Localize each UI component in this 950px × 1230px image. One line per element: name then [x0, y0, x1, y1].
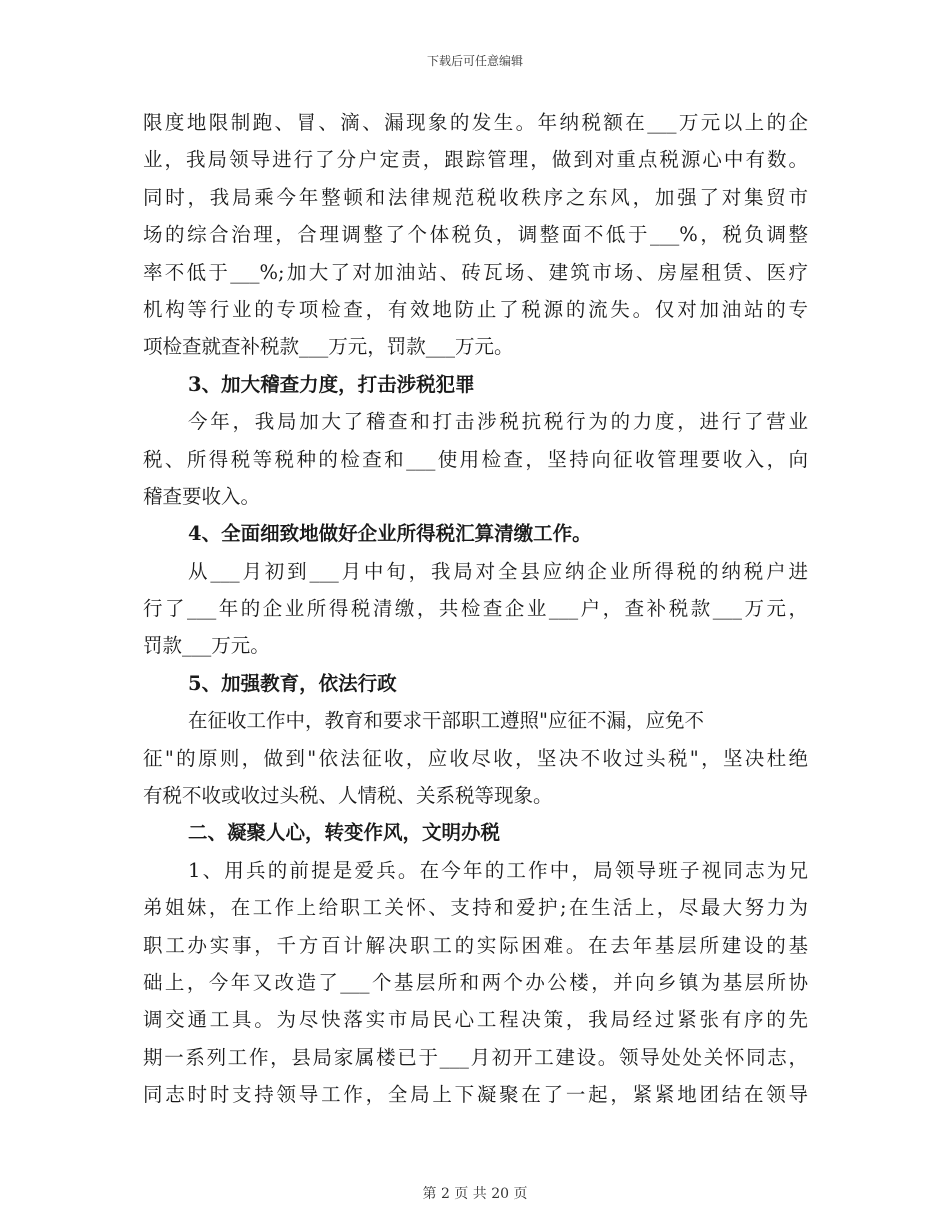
body-line: 职工办实事，千方百计解决职工的实际困难。在去年基层所建设的基 [143, 933, 808, 957]
body-line: 征"的原则，做到"依法征收，应收尽收，坚决不收过头税"，坚决杜绝 [143, 746, 808, 770]
section-heading: 二、凝聚人心，转变作风，文明办税 [188, 821, 501, 845]
body-line: 机构等行业的专项检查，有效地防止了税源的流失。仅对加油站的专 [143, 297, 808, 321]
body-line: 有税不收或收过头税、人情税、关系税等现象。 [143, 784, 553, 808]
body-line: 稽查要收入。 [143, 484, 261, 508]
body-line: 在征收工作中，教育和要求干部职工遵照"应征不漏，应免不 [188, 709, 704, 733]
body-line: 调交通工具。为尽快落实市局民心工程决策，我局经过紧张有序的先 [143, 1008, 808, 1032]
section-heading: 3、加大稽查力度，打击涉税犯罪 [188, 372, 475, 396]
body-line: 础上，今年又改造了___个基层所和两个办公楼，并向乡镇为基层所协 [143, 970, 808, 994]
body-line: 率不低于___%;加大了对加油站、砖瓦场、建筑市场、房屋租赁、医疗 [143, 260, 808, 284]
document-body [143, 104, 808, 1114]
body-line: 税、所得税等税种的检查和___使用检查，坚持向征收管理要收入，向 [143, 447, 808, 471]
body-line: 限度地限制跑、冒、滴、漏现象的发生。年纳税额在___万元以上的企 [143, 111, 808, 134]
body-line: 业，我局领导进行了分户定责，跟踪管理，做到对重点税源心中有数。 [143, 148, 808, 172]
section-heading: 5、加强教育，依法行政 [188, 671, 397, 695]
body-line: 行了___年的企业所得税清缴，共检查企业___户，查补税款___万元， [143, 597, 808, 621]
body-line: 同志时时支持领导工作，全局上下凝聚在了一起，紧紧地团结在领导 [143, 1083, 808, 1107]
body-line: 弟姐妹，在工作上给职工关怀、支持和爱护;在生活上，尽最大努力为 [143, 896, 808, 920]
page-footer: 第 2 页 共 20 页 [422, 1186, 528, 1202]
body-line: 场的综合治理，合理调整了个体税负，调整面不低于___%，税负调整 [143, 223, 808, 247]
section-heading: 4、全面细致地做好企业所得税汇算清缴工作。 [188, 522, 592, 546]
body-line: 项检查就查补税款___万元，罚款___万元。 [143, 335, 514, 359]
body-line: 同时，我局乘今年整顿和法律规范税收秩序之东风，加强了对集贸市 [143, 185, 808, 209]
body-line: 期一系列工作，县局家属楼已于___月初开工建设。领导处处关怀同志， [143, 1045, 808, 1069]
body-line: 1、用兵的前提是爱兵。在今年的工作中，局领导班子视同志为兄 [188, 858, 808, 882]
body-line: 罚款___万元。 [143, 634, 270, 658]
page-header: 下载后可任意编辑 [426, 54, 523, 68]
body-line: 从___月初到___月中旬，我局对全县应纳企业所得税的纳税户进 [188, 559, 808, 583]
body-line: 今年，我局加大了稽查和打击涉税抗税行为的力度，进行了营业 [188, 410, 808, 434]
